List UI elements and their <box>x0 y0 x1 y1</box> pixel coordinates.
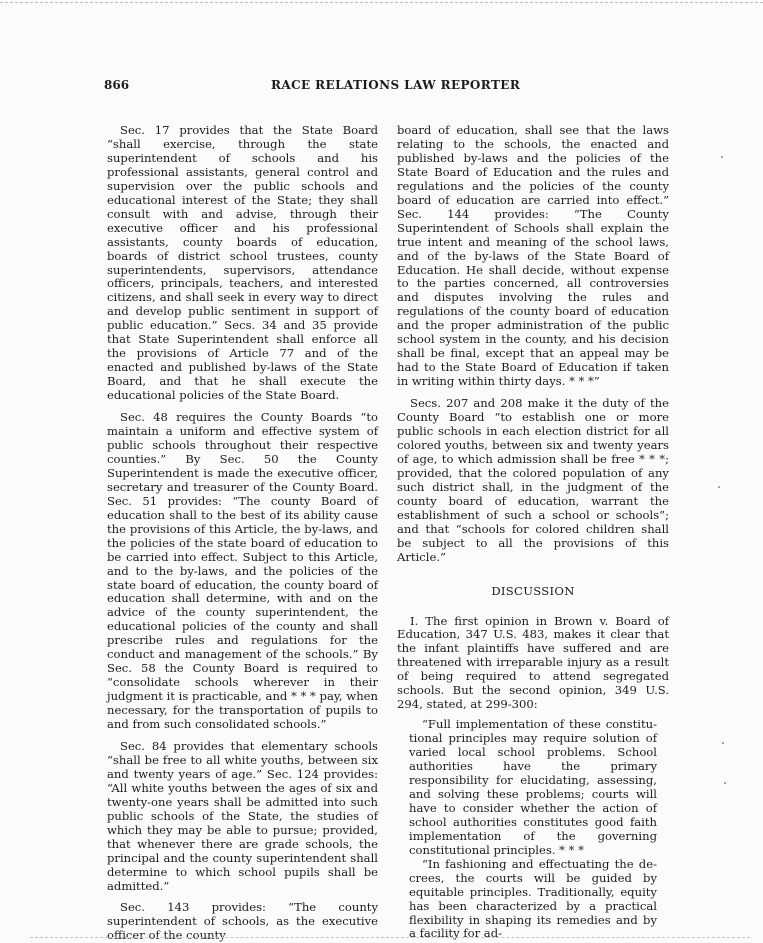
scan-speck <box>722 742 724 744</box>
quote-paragraph-2: “In fashioning and effectuating the decrees, the courts will be guided by equitable principles. Traditionally, equity has been characterized by a practical flexibility in shaping its remedies and by a facility for ad- <box>409 856 657 941</box>
paragraph-sec-48: Sec. 48 requires the County Boards “to maintain a uniform and effective system of public schools throughout their respective counties.” By Sec. 50 the County Superintendent is made the executive officer, secretary and treasurer of the County Board. Sec. 51 provides: “The county Board of education shall to the best of its ability cause the provisions of this Article, the by-laws, and the policies of the state board of education to be carried into effect. Subject to this Article, and to the by-laws, and the policies of the state board of education, the county board of education shall determine, with and on the advice of the county superintendent, the educational policies of the county and shall prescribe rules and regulations for the conduct and management of the schools.” By Sec. 58 the County Board is required to “consolidate schools wherever in their judgment it is practicable, and * * * pay, when necessary, for the transportation of pupils to and from such consolidated schools.” <box>107 410 378 732</box>
right-column <box>397 124 669 941</box>
quote-paragraph-1: “Full implementation of these constitutional principles may require solution of varied local school problems. School authorities have the primary responsibility for elucidating, assessing, and solving these problems; courts will have to consider whether the action of school authorities constitutes good faith implementation of the governing constitutional principles. * * * <box>409 717 657 857</box>
scan-speck <box>721 156 723 158</box>
paragraph-sec-84: Sec. 84 provides that elementary schools “shall be free to all white youths, between six and twenty years of age.” Sec. 124 provides: “All white youths between the ages of six and twenty-one years shall be admitted into such public schools of the State, the studies of which they may be able to pursue; provided, that whenever there are grade schools, the principal and the county superintendent shall determine to which school pupils shall be admitted.” <box>107 738 378 893</box>
running-title: RACE RELATIONS LAW REPORTER <box>271 78 521 92</box>
block-quote <box>409 718 657 941</box>
paragraph-sec-143: Sec. 143 provides: “The county superintendent of schools, as the executive officer of the county <box>107 900 378 943</box>
paragraph-sec-17: Sec. 17 provides that the State Board “shall exercise, through the state superintendent of schools and his professional assistants, general control and supervision over the public schools and educational interest of the State; they shall consult with and advise, through their executive officer and his professional assistants, county boards of education, boards of district school trustees, county superintendents, supervisors, attendance officers, principals, teachers, and interested citizens, and shall seek in every way to direct and develop public sentiment in support of public education.” Secs. 34 and 35 provide that State Superintendent shall enforce all the provisions of Article 77 and of the enacted and published by-laws of the State Board, and that he shall execute the educational policies of the State Board. <box>107 123 378 403</box>
scan-bottom-border <box>30 937 750 938</box>
page-number: 866 <box>104 78 130 92</box>
paragraph-discussion-1: I. The first opinion in Brown v. Board of Education, 347 U.S. 483, makes it clear that the infant plaintiffs have suffered and are threatened with irreparable injury as a result of being required to attend segregated schools. But the second opinion, 349 U.S. 294, stated, at 299-300: <box>397 613 669 712</box>
paragraph-sec-143-continued: board of education, shall see that the laws relating to the schools, the enacted and published by-laws and the policies of the State Board of Education and the rules and regulations and the policies of the county board of education are carried into effect.” Sec. 144 provides: “The County Superintendent of Schools shall explain the true intent and meaning of the school laws, and of the by-laws of the State Board of Education. He shall decide, without expense to the parties concerned, all controversies and disputes involving the rules and regulations of the county board of education and the proper administration of the public school system in the county, and his decision shall be final, except that an appeal may be had to the State Board of Education if taken in writing within thirty days. * * *” <box>397 123 669 389</box>
paragraph-secs-207-208: Secs. 207 and 208 make it the duty of the County Board “to establish one or more public schools in each election district for all colored youths, between six and twenty years of age, to which admission shall be free * * *; provided, that the colored population of any such district shall, in the judgment of the county board of education, warrant the establishment of such a school or schools”; and that “schools for colored children shall be subject to all the provisions of this Article.” <box>397 396 669 564</box>
scan-speck <box>724 782 726 784</box>
scan-top-border <box>0 2 763 3</box>
left-column <box>107 124 378 943</box>
section-heading-discussion: DISCUSSION <box>491 583 575 598</box>
scan-speck <box>718 486 720 488</box>
